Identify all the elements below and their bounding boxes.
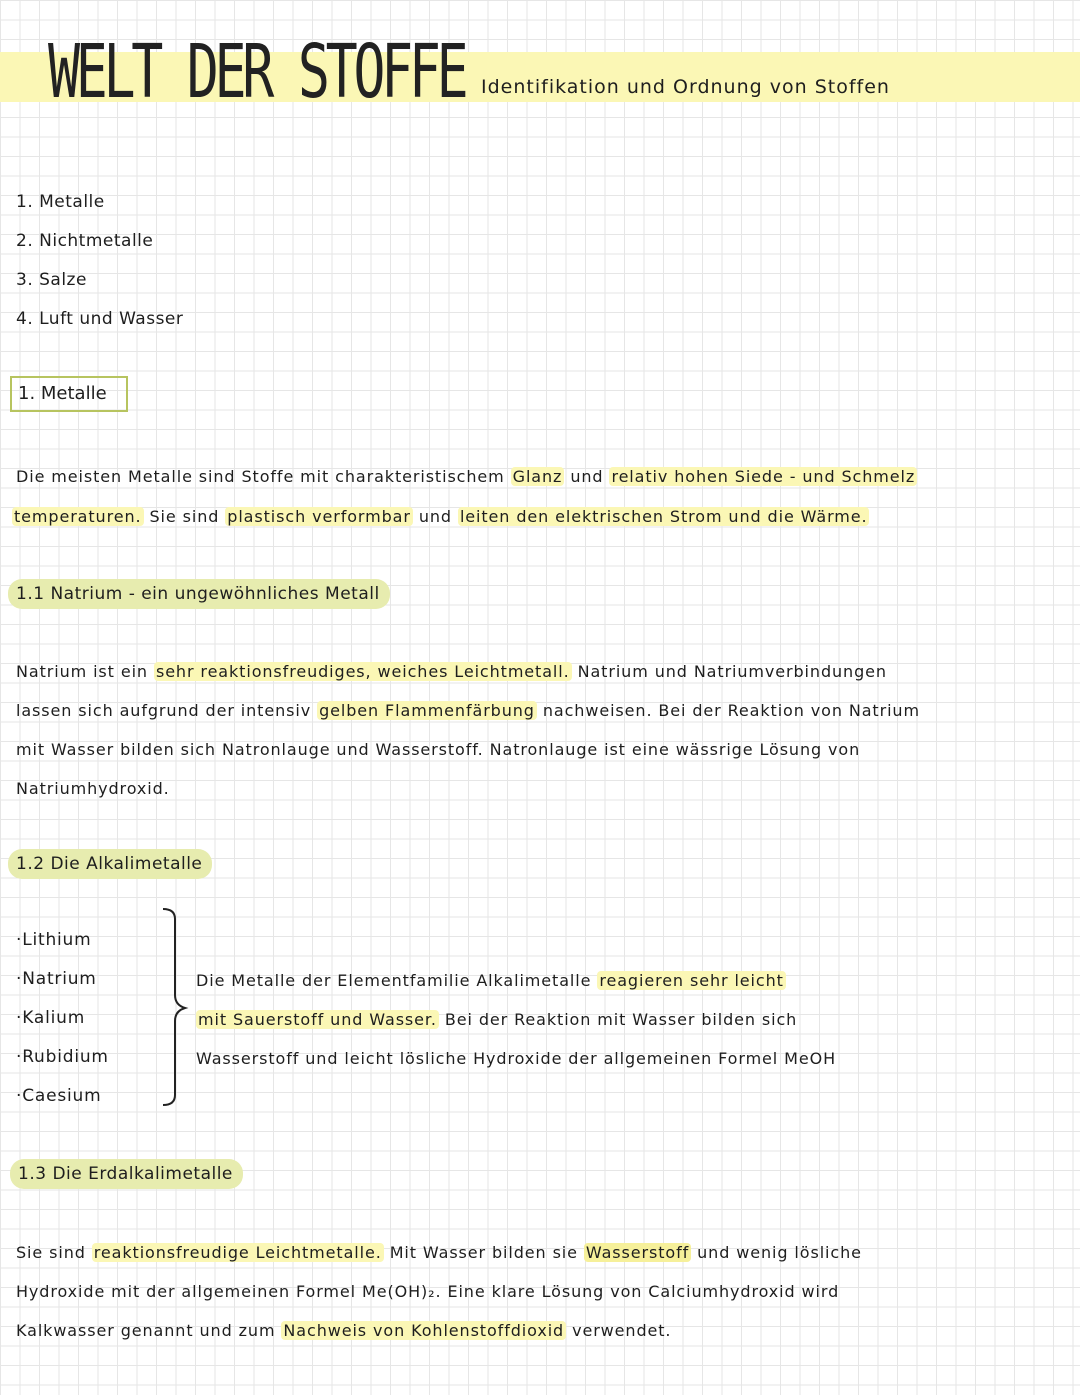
metalle-text-line-1 bbox=[16, 462, 917, 492]
element-lithium: ·Lithium bbox=[16, 930, 92, 950]
text-run: Bei der Reaktion mit Wasser bilden sich bbox=[438, 1010, 798, 1029]
text-run: und bbox=[412, 507, 458, 526]
highlight-leichtmetalle: reaktionsfreudige Leichtmetalle. bbox=[93, 1243, 382, 1262]
natrium-text-line-3: mit Wasser bilden sich Natronlauge und Wasserstoff. Natronlauge ist eine wässrige Lösung von bbox=[16, 740, 861, 759]
highlight-temperaturen: relativ hohen Siede - und Schmelz bbox=[611, 467, 916, 486]
alkali-text-line-2 bbox=[196, 1005, 797, 1035]
page-subtitle: Identifikation und Ordnung von Stoffen bbox=[481, 76, 890, 98]
section-heading-alkalimetalle: 1.2 Die Alkalimetalle bbox=[8, 849, 212, 879]
text-run: Die meisten Metalle sind Stoffe mit charakteristischem bbox=[16, 467, 511, 486]
curly-bracket-icon bbox=[155, 905, 195, 1110]
section-heading-erdalkalimetalle: 1.3 Die Erdalkalimetalle bbox=[10, 1159, 243, 1189]
toc-item-nichtmetalle: 2. Nichtmetalle bbox=[16, 231, 154, 251]
natrium-text-line-1 bbox=[16, 657, 887, 687]
element-rubidium: ·Rubidium bbox=[16, 1047, 109, 1067]
highlight-wasserstoff: Wasserstoff bbox=[585, 1243, 690, 1262]
text-run: Kalkwasser genannt und zum bbox=[16, 1321, 282, 1340]
text-run: verwendet. bbox=[566, 1321, 672, 1340]
toc-item-luft-wasser: 4. Luft und Wasser bbox=[16, 309, 184, 329]
text-run: Die Metalle der Elementfamilie Alkalimetalle bbox=[196, 971, 598, 990]
alkali-text-line-1 bbox=[196, 966, 786, 996]
element-natrium: ·Natrium bbox=[16, 969, 97, 989]
page-title: WELT DER STOFFE bbox=[48, 29, 465, 115]
text-run: Natrium und Natriumverbindungen bbox=[571, 662, 887, 681]
text-run: und wenig lösliche bbox=[691, 1243, 862, 1262]
highlight-plastisch: plastisch verformbar bbox=[227, 507, 411, 526]
highlight-reagieren: reagieren sehr leicht bbox=[599, 971, 784, 990]
highlight-reaktionsfreudig: sehr reaktionsfreudiges, weiches Leichtmetall. bbox=[155, 662, 570, 681]
element-kalium: ·Kalium bbox=[16, 1008, 86, 1028]
text-run: und bbox=[564, 467, 610, 486]
highlight-nachweis: Nachweis von Kohlenstoffdioxid bbox=[283, 1321, 565, 1340]
erdalkali-text-line-2: Hydroxide mit der allgemeinen Formel Me(OH)₂. Eine klare Lösung von Calciumhydroxid wird bbox=[16, 1282, 840, 1301]
text-run: Sie sind bbox=[143, 507, 226, 526]
natrium-text-line-4: Natriumhydroxid. bbox=[16, 779, 170, 798]
text-run: lassen sich aufgrund der intensiv bbox=[16, 701, 318, 720]
toc-item-metalle: 1. Metalle bbox=[16, 192, 105, 212]
highlight-leiten: leiten den elektrischen Strom und die Wärme. bbox=[459, 507, 868, 526]
text-run: Sie sind bbox=[16, 1243, 92, 1262]
natrium-text-line-2 bbox=[16, 696, 920, 726]
erdalkali-text-line-3 bbox=[16, 1316, 671, 1346]
highlight-glanz: Glanz bbox=[512, 467, 563, 486]
alkali-text-line-3: Wasserstoff und leicht lösliche Hydroxide der allgemeinen Formel MeOH bbox=[196, 1049, 837, 1068]
highlight-temperaturen-end: temperaturen. bbox=[14, 507, 142, 526]
toc-item-salze: 3. Salze bbox=[16, 270, 87, 290]
section-heading-natrium: 1.1 Natrium - ein ungewöhnliches Metall bbox=[8, 579, 390, 609]
section-heading-metalle: 1. Metalle bbox=[10, 376, 128, 412]
text-run: nachweisen. Bei der Reaktion von Natrium bbox=[536, 701, 920, 720]
erdalkali-text-line-1 bbox=[16, 1238, 862, 1268]
highlight-sauerstoff-wasser: mit Sauerstoff und Wasser. bbox=[198, 1010, 437, 1029]
highlight-flammenfaerbung: gelben Flammenfärbung bbox=[319, 701, 535, 720]
metalle-text-line-2 bbox=[12, 502, 869, 532]
text-run: Natrium ist ein bbox=[16, 662, 154, 681]
element-caesium: ·Caesium bbox=[16, 1086, 102, 1106]
text-run: Mit Wasser bilden sie bbox=[383, 1243, 584, 1262]
